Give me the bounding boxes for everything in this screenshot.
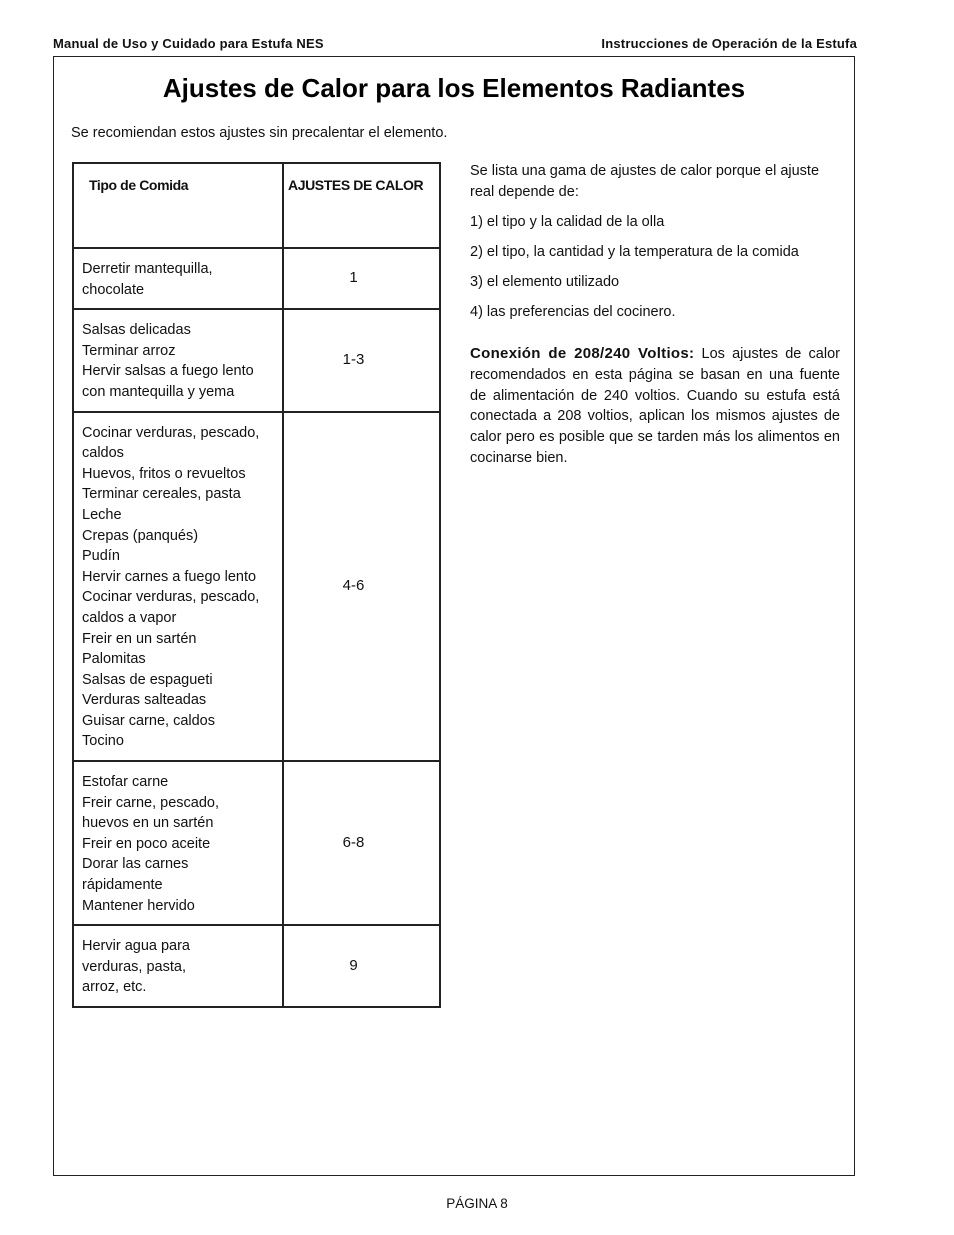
- food-item: Mantener hervido: [82, 897, 195, 914]
- food-item: Estofar carne: [82, 774, 169, 791]
- food-item: caldos: [82, 445, 124, 462]
- heat-setting-cell: [283, 412, 440, 762]
- heat-setting-value: 1-3: [342, 351, 365, 369]
- food-item: Freir en poco aceite: [82, 835, 211, 852]
- food-item: Freir carne, pescado,: [82, 794, 220, 811]
- column-header-food-type: Tipo de Comida: [73, 163, 283, 248]
- page-number: PÁGINA 8: [446, 1196, 508, 1211]
- table-row: [73, 925, 440, 1007]
- food-item: Salsas de espagueti: [82, 671, 213, 688]
- heat-setting-cell: [283, 925, 440, 1007]
- heat-setting-cell: [283, 761, 440, 925]
- column-header-heat-setting: AJUSTES DE CALOR: [283, 163, 440, 248]
- heat-settings-table: [72, 162, 441, 1008]
- right-column: [470, 161, 840, 478]
- heat-setting-cell: [283, 248, 440, 309]
- table-row: [73, 761, 440, 925]
- food-item: Terminar arroz: [82, 342, 176, 359]
- heat-setting-value: 9: [349, 956, 358, 974]
- food-item: Huevos, fritos o revueltos: [82, 465, 246, 482]
- heat-setting-cell: [283, 309, 440, 411]
- page-frame: [53, 56, 855, 1176]
- factor-item: 4) las preferencias del cocinero.: [470, 303, 676, 320]
- page-title: Ajustes de Calor para los Elementos Radiantes: [162, 73, 746, 103]
- factor-item: 1) el tipo y la calidad de la olla: [470, 213, 665, 230]
- food-item: Terminar cereales, pasta: [82, 486, 241, 503]
- food-item: Pudín: [82, 548, 120, 565]
- food-item: Cocinar verduras, pescado,: [82, 589, 260, 606]
- food-type-cell: [73, 248, 283, 309]
- food-item: chocolate: [82, 281, 145, 298]
- factor-item: 2) el tipo, la cantidad y la temperatura de la comida: [470, 243, 799, 260]
- food-item: Palomitas: [82, 651, 146, 668]
- food-type-cell: [73, 761, 283, 925]
- table-row: [73, 309, 440, 411]
- heat-setting-value: 4-6: [342, 577, 365, 595]
- food-item: rápidamente: [82, 877, 163, 894]
- food-item: Salsas delicadas: [82, 322, 191, 339]
- table-row: [73, 412, 440, 762]
- food-item: Hervir carnes a fuego lento: [82, 568, 257, 585]
- food-item: huevos en un sartén: [82, 815, 214, 832]
- voltage-connection-note: [470, 344, 840, 469]
- table-row: [73, 248, 440, 309]
- food-type-cell: [73, 309, 283, 411]
- table-header-row: [73, 163, 440, 248]
- food-item: Hervir agua para: [82, 938, 190, 955]
- voltage-heading: Conexión de 208/240 Voltios:: [470, 345, 695, 362]
- food-item: Dorar las carnes: [82, 856, 189, 873]
- food-item: arroz, etc.: [82, 979, 147, 996]
- factor-item: 3) el elemento utilizado: [470, 273, 620, 290]
- food-item: Freir en un sartén: [82, 630, 197, 647]
- header-section-title: Instrucciones de Operación de la Estufa: [601, 36, 857, 51]
- food-item: Verduras salteadas: [82, 692, 207, 709]
- range-explanation: Se lista una gama de ajustes de calor porque el ajuste real depende de:: [470, 163, 820, 200]
- food-item: Tocino: [82, 733, 124, 750]
- food-item: Leche: [82, 506, 122, 523]
- heat-setting-value: 1: [349, 269, 358, 287]
- table-body: [73, 248, 440, 1007]
- voltage-text: Los ajustes de calor recomendados en esta página se basan en una fuente de alimentación de 240 voltios. Cuando su estufa está conectada a 208 voltios, aplican los mismos ajustes de calor pero es posible que se tarden más los alimentos en cocinarse bien.: [470, 346, 840, 466]
- food-item: con mantequilla y yema: [82, 383, 235, 400]
- food-item: Cocinar verduras, pescado,: [82, 424, 260, 441]
- food-type-cell: [73, 925, 283, 1007]
- food-item: caldos a vapor: [82, 609, 177, 626]
- food-item: Hervir salsas a fuego lento: [82, 363, 254, 380]
- header-manual-title: Manual de Uso y Cuidado para Estufa NES: [53, 36, 324, 51]
- food-item: verduras, pasta,: [82, 958, 186, 975]
- food-type-cell: [73, 412, 283, 762]
- food-item: Crepas (panqués): [82, 527, 199, 544]
- intro-text: Se recomiendan estos ajustes sin precalentar el elemento.: [71, 125, 448, 141]
- heat-setting-value: 6-8: [342, 833, 365, 851]
- food-item: Guisar carne, caldos: [82, 712, 215, 729]
- food-item: Derretir mantequilla,: [82, 261, 213, 277]
